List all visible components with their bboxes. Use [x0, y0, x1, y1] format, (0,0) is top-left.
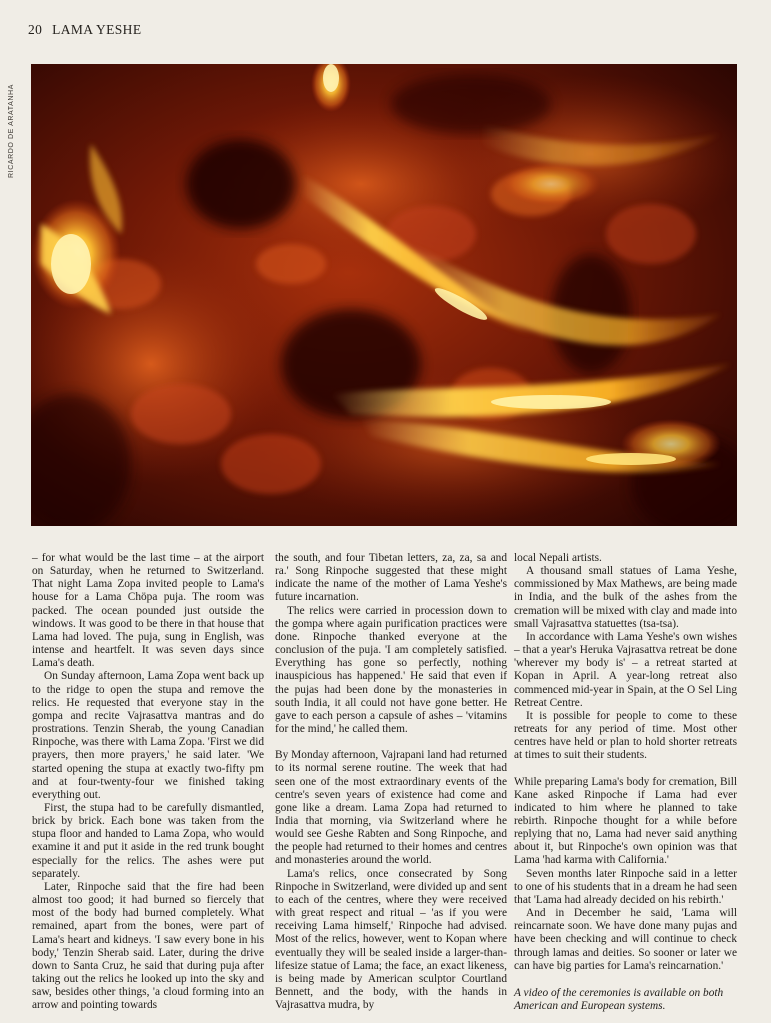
- paragraph: In accordance with Lama Yeshe's own wishes – that a year's Heruka Vajrasattva retreat be done 'wherever my body is' – a retreat started at Kopan in April. A year-long retreat also commenced mid-year in Spain, at the O Sel Ling Retreat Centre.: [514, 630, 737, 709]
- paragraph: Lama's relics, once consecrated by Song Rinpoche in Switzerland, were divided up and sent to each of the centres, where they were received with great respect and ritual – 'as if you were receiving Lama himself,' Rinpoche had advised. Most of the relics, however, went to Kopan where eventually they will be sealed inside a larger-than-lifesize statue of Lama; the face, an exact likeness, is being made by American sculptor Courtland Bennett, and the body, with the hands in Vajrasattva mudra, by: [275, 867, 507, 1012]
- text-column-1: [32, 552, 264, 1012]
- paragraph: While preparing Lama's body for cremation, Bill Kane asked Rinpoche if Lama had ever indicated to him where he planned to take rebirth. Rinpoche thought for a while before replying that no, Lama had never said anything about it, but Rinpoche's own opinion was that Lama 'had karma with California.': [514, 775, 737, 867]
- text-column-2: [275, 552, 507, 1012]
- paragraph: On Sunday afternoon, Lama Zopa went back up to the ridge to open the stupa and remove the relics. He requested that everyone stay in the gompa and recite Vajrasattva mantras and do prostrations. Tenzin Sherab, the young Canadian Rinpoche, was there with Lama Zopa. 'First we did prayers, then more prayers,' he said later. 'We started opening the stupa at exactly two-fifty pm and at four-twenty-four we finished taking everything out.: [32, 670, 265, 801]
- paragraph: By Monday afternoon, Vajrapani land had returned to its normal serene routine. The week that had seen one of the most extraordinary events of the centre's seven years of existence had come and gone like a dream. Lama Zopa had returned to India that morning, via Switzerland where he would see Geshe Rabten and Song Rinpoche, and the people had returned to their homes and centres and monasteries around the world.: [275, 749, 507, 867]
- text-column-3: [514, 552, 737, 1013]
- running-header: [28, 22, 141, 38]
- paragraph: The relics were carried in procession down to the gompa where again purification practices were done. Rinpoche thanked everyone at the conclusion of the puja. 'I am completely satisfied. Everything has gone so perfectly, nothing inauspicious has happened.' He said that even if the pujas had been done by the monasteries in south India, it all could not have gone better. He gave to each person a capsule of ashes – 'vitamins for the mind,' he called them.: [275, 604, 507, 736]
- paragraph: And in December he said, 'Lama will reincarnate soon. We have done many pujas and have been checking and will continue to check through lamas and deities. So sooner or later we can have big parties for Lama's reincarnation.': [514, 907, 737, 972]
- paragraph: First, the stupa had to be carefully dismantled, brick by brick. Each bone was taken from the stupa floor and handed to Lama Zopa, who would examine it and put it aside in the red trunk bought especially for the relics. The ashes were put separately.: [32, 801, 264, 880]
- video-note: A video of the ceremonies is available on both American and European systems.: [514, 986, 724, 1012]
- paragraph: A thousand small statues of Lama Yeshe, commissioned by Max Mathews, are being made in India, and the bulk of the ashes from the cremation will be mixed with clay and made into small Vajrasattva statuettes (tsa-tsa).: [514, 565, 737, 630]
- page-number: 20: [28, 22, 43, 37]
- paragraph: Later, Rinpoche said that the fire had been almost too good; it had burned so fiercely that most of the body had burned completely. What remained, apart from the bones, were part of Lama's heart and kidneys. 'I saw every bone in his body,' Tenzin Sherab said. Later, during the drive down to Santa Cruz, he said that during puja after taking out the relics he looked up into the sky and saw, besides other things, 'a cloud forming into an arrow and pointing towards: [32, 880, 264, 1012]
- paragraph: – for what would be the last time – at the airport on Saturday, when he returned to Switzerland. That night Lama Zopa invited people to Lama's house for a Lama Chöpa puja. The room was packed. The ocean pounded just outside the windows. It was good to be there in that house that Lama had loved. The puja, sung in English, was intense and heartfelt. It was seven days since Lama's death.: [32, 552, 264, 670]
- photo-credit: RICARDO DE ARATANHA: [8, 84, 15, 178]
- running-title: LAMA YESHE: [52, 22, 142, 37]
- fire-illustration: [31, 64, 737, 526]
- cremation-fire-photo: [31, 64, 737, 526]
- paragraph: local Nepali artists.: [514, 552, 602, 564]
- paragraph: the south, and four Tibetan letters, za, za, sa and ra.' Song Rinpoche suggested that these might indicate the name of the mother of Lama Yeshe's future incarnation.: [275, 552, 507, 604]
- paragraph: Seven months later Rinpoche said in a letter to one of his students that in a dream he had seen that 'Lama had already decided on his rebirth.': [514, 867, 737, 906]
- paragraph: It is possible for people to come to these retreats for any period of time. Most other centres have held or plan to hold shorter retreats at times to suit their students.: [514, 709, 737, 762]
